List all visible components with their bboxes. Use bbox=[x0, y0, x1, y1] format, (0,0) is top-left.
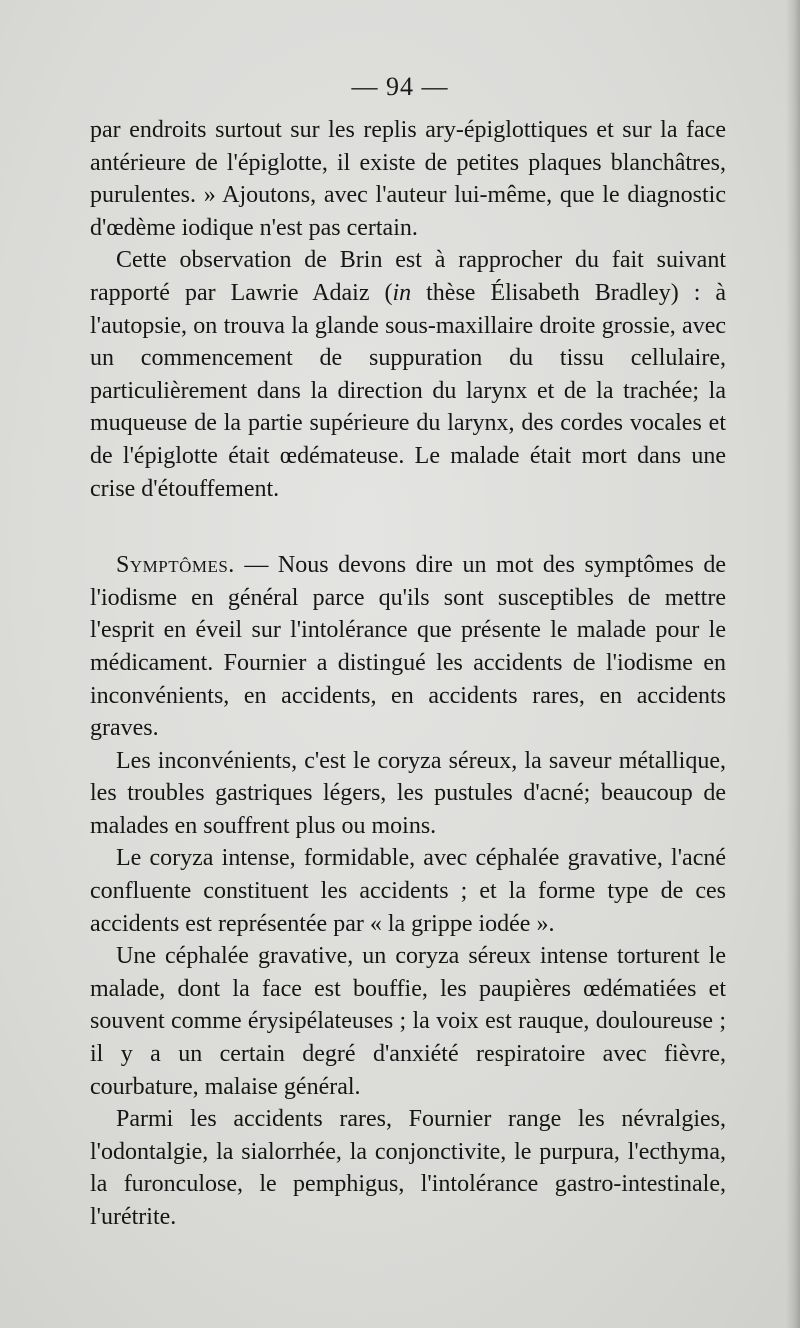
paragraph-symptomes bbox=[90, 549, 726, 745]
body-text bbox=[90, 114, 726, 1234]
paragraph-inconvenients: Les inconvénients, c'est le coryza séreux, la saveur métallique, les troubles gastriques légers, les pustules d'acné; beaucoup de malades en souffrent plus ou moins. bbox=[90, 747, 726, 839]
italic-in: in bbox=[392, 279, 412, 306]
paragraph-coryza-intense: Le coryza intense, formidable, avec céphalée gravative, l'acné confluente constituent les accidents ; et la forme type de ces accidents est représentée par « la grippe iodée ». bbox=[90, 845, 726, 937]
page-number: — 94 — bbox=[351, 72, 449, 101]
paragraph-cephalee: Une céphalée gravative, un coryza séreux intense torturent le malade, dont la face est bouffie, les paupières œdématiées et souvent comme érysipélateuses ; la voix est rauque, douloureuse ; il y a un certain degré d'anxiété respiratoire avec fièvre, courbature, malaise général. bbox=[90, 943, 726, 1100]
paragraph-text: — Nous devons dire un mot des symptômes de l'iodisme en général parce qu'ils sont susceptibles de mettre l'esprit en éveil sur l'intolérance que présente le malade pour le médicament. Fournier a distingué les accidents de l'iodisme en inconvénients, en accidents, en accidents rares, en accidents graves. bbox=[90, 552, 726, 742]
paragraph-accidents-rares: Parmi les accidents rares, Fournier range les névralgies, l'odontalgie, la sialorrhée, la conjonctivite, le purpura, l'ecthyma, la furonculose, le pemphigus, l'intolérance gastro-intestinale, l'urétrite. bbox=[90, 1106, 726, 1230]
section-heading-symptomes: Symptômes. bbox=[116, 552, 235, 579]
paragraph-continuation: par endroits surtout sur les replis ary-épiglottiques et sur la face antérieure de l'épiglotte, il existe de petites plaques blanchâtres, purulentes. » Ajoutons, avec l'auteur lui-même, que le diagnostic d'œdème iodique n'est pas certain. bbox=[90, 117, 726, 241]
paragraph-brin-observation bbox=[90, 244, 726, 505]
page-edge-shadow bbox=[786, 0, 800, 1328]
paragraph-text: thèse Élisabeth Bradley) : à l'autopsie, on trouva la glande sous-maxillaire droite grossie, avec un commencement de suppuration du tissu cellulaire, particulièrement dans la direction du larynx et de la trachée; la muqueuse de la partie supérieure du larynx, des cordes vocales et de l'épiglotte était œdémateuse. Le malade était mort dans une crise d'étouffement. bbox=[90, 279, 727, 502]
section-spacer bbox=[90, 505, 726, 549]
paragraph-text: Cette observation de Brin est à rapprocher du fait suivant rapporté par Lawrie Adaiz ( bbox=[90, 247, 726, 306]
